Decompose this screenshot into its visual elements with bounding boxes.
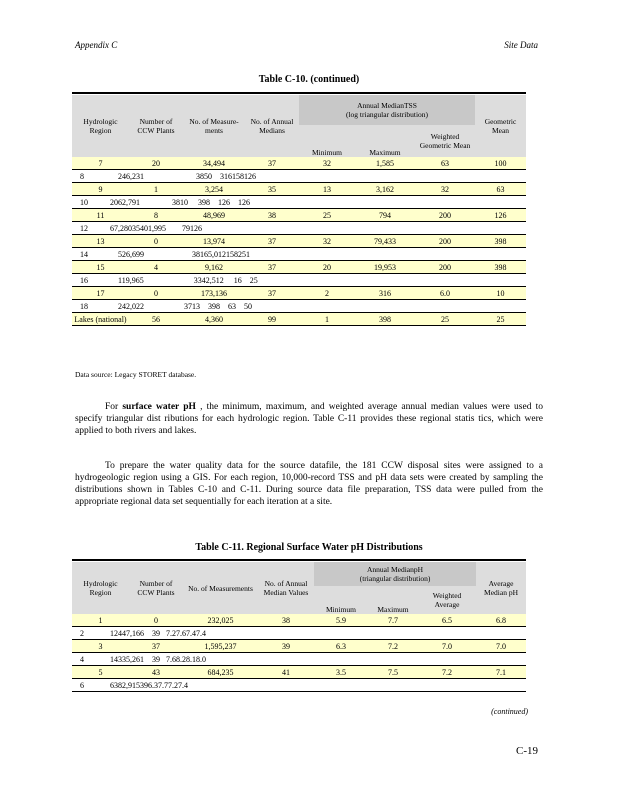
- table-cell: 398: [475, 235, 526, 248]
- table-cell: 398: [475, 261, 526, 274]
- group-header-title: Annual MedianTSS: [357, 101, 417, 110]
- table-row: [72, 274, 526, 287]
- table-cell: 398: [355, 313, 415, 326]
- table-row: [72, 170, 526, 183]
- table-cell: 63: [475, 183, 526, 196]
- col-header: No. of Measure-ments: [183, 95, 245, 157]
- table-cell: 7.1: [476, 666, 526, 679]
- table-c10-title: Table C-10. (continued): [258, 74, 360, 85]
- table-c11-title: Table C-11. Regional Surface Water pH Distributions: [195, 542, 423, 553]
- running-header-right: Site Data: [504, 40, 538, 50]
- table-cell: 15: [72, 261, 129, 274]
- table-cell: 7.0: [418, 640, 476, 653]
- table-cell-merged: 16 119,965 3342,512 16 25: [72, 274, 526, 287]
- paragraph-rest: , the minimum, maximum, and weighted average annual median values were used to specify triangular dist ributions for each hydrologic region. Table C-11 provides these regional statis tics, which were applied to both rivers and lakes.: [75, 402, 543, 436]
- group-header-title: Annual MedianpH: [367, 565, 424, 574]
- table-cell: 9: [72, 183, 129, 196]
- table-cell: 126: [475, 209, 526, 222]
- paragraph-data-prep: To prepare the water quality data for the source datafile, the 181 CCW disposal sites were assigned to a hydrogeologic region using a GIS. For each region, 10,000-record TSS and pH data sets were created by sampling the distributions shown in Tables C-10 and C-11. During source data file preparation, TSS data were pulled from the appropriate regional data set sequentially for each iteration at a site.: [75, 461, 543, 507]
- col-header: Maximum: [368, 586, 418, 614]
- table-cell: 3.5: [314, 666, 368, 679]
- group-header-subtitle: (log triangular distribution): [345, 110, 429, 119]
- table-row: [72, 313, 526, 326]
- table-cell: 8: [129, 209, 183, 222]
- table-cell: 37: [245, 287, 299, 300]
- table-cell: 1: [129, 183, 183, 196]
- table-cell: 43: [129, 666, 183, 679]
- table-cell: 32: [415, 183, 475, 196]
- table-row: [72, 183, 526, 196]
- table-row: [72, 679, 526, 692]
- col-header: Average Median pH: [476, 562, 526, 614]
- col-header: Weighted Average: [418, 586, 476, 614]
- table-cell: 25: [415, 313, 475, 326]
- table-cell: 1,585: [355, 157, 415, 170]
- group-header: [299, 95, 475, 125]
- table-cell: 2: [299, 287, 355, 300]
- table-cell-merged: 10 2062,791 3810 398 126 126: [72, 196, 526, 209]
- table-row: [72, 640, 526, 653]
- table-cell: 5.9: [314, 614, 368, 627]
- table-row: [72, 248, 526, 261]
- table-cell: 0: [129, 287, 183, 300]
- table-cell: 63: [415, 157, 475, 170]
- table-cell: 7.2: [418, 666, 476, 679]
- table-row: [72, 235, 526, 248]
- table-cell: 200: [415, 209, 475, 222]
- table-cell-merged: 14 526,699 38165,012158251: [72, 248, 526, 261]
- table-row: [72, 653, 526, 666]
- table-cell: 4,360: [183, 313, 245, 326]
- table-row: [72, 261, 526, 274]
- table-cell: 6.8: [476, 614, 526, 627]
- table-cell: 5: [72, 666, 129, 679]
- table-cell-merged: 2 12447,166 39 7.27.67.47.4: [72, 627, 526, 640]
- table-c11-top-rule: [72, 559, 526, 561]
- table-cell: 25: [299, 209, 355, 222]
- table-cell: 684,235: [183, 666, 258, 679]
- table-cell: 1: [72, 614, 129, 627]
- table-cell-merged: 12 67,28035401,995 79126: [72, 222, 526, 235]
- col-header: Number of CCW Plants: [129, 95, 183, 157]
- table-cell: 10: [475, 287, 526, 300]
- table-cell: 37: [245, 235, 299, 248]
- table-cell: Lakes (national): [72, 313, 129, 326]
- table-cell: 7.0: [476, 640, 526, 653]
- table-cell: 200: [415, 235, 475, 248]
- table-cell: 37: [129, 640, 183, 653]
- table-cell: 7.2: [368, 640, 418, 653]
- table-c10: [72, 95, 526, 326]
- table-cell: 0: [129, 614, 183, 627]
- col-header: Hydrologic Region: [72, 95, 129, 157]
- table-cell: 200: [415, 261, 475, 274]
- table-cell: 56: [129, 313, 183, 326]
- table-c10-source-note: Data source: Legacy STORET database.: [75, 370, 197, 379]
- table-row: [72, 300, 526, 313]
- table-cell: 1,595,237: [183, 640, 258, 653]
- table-cell: 100: [475, 157, 526, 170]
- table-cell: 37: [245, 261, 299, 274]
- table-c11: [72, 562, 526, 692]
- paragraph-surface-ph: [75, 401, 543, 437]
- table-cell: 20: [299, 261, 355, 274]
- table-cell: 794: [355, 209, 415, 222]
- group-header-subtitle: (triangular distribution): [359, 574, 431, 583]
- col-header: Number of CCW Plants: [129, 562, 183, 614]
- col-header: Geometric Mean: [475, 95, 526, 157]
- table-cell: 20: [129, 157, 183, 170]
- table-cell: 9,162: [183, 261, 245, 274]
- table-cell: 35: [245, 183, 299, 196]
- col-header: Minimum: [314, 586, 368, 614]
- table-cell: 0: [129, 235, 183, 248]
- continued-note: (continued): [491, 707, 528, 716]
- page-number: C-19: [516, 745, 538, 757]
- paragraph-bold-term: surface water pH: [122, 402, 196, 412]
- table-cell: 3,162: [355, 183, 415, 196]
- table-cell: 25: [475, 313, 526, 326]
- table-row: [72, 287, 526, 300]
- paragraph-lead: For: [105, 402, 123, 412]
- table-row: [72, 157, 526, 170]
- col-header: Hydrologic Region: [72, 562, 129, 614]
- table-row: [72, 222, 526, 235]
- table-cell: 3,254: [183, 183, 245, 196]
- table-cell-merged: 18 242,022 3713 398 63 50: [72, 300, 526, 313]
- table-cell: 41: [258, 666, 314, 679]
- table-cell: 32: [299, 235, 355, 248]
- table-cell: 13: [299, 183, 355, 196]
- col-header: No. of Annual Medians: [245, 95, 299, 157]
- table-cell: 6.0: [415, 287, 475, 300]
- table-cell: 173,136: [183, 287, 245, 300]
- table-row: [72, 196, 526, 209]
- table-cell: 7.5: [368, 666, 418, 679]
- table-cell-merged: 4 14335,261 39 7.68.28.18.0: [72, 653, 526, 666]
- table-cell: 19,953: [355, 261, 415, 274]
- col-header: No. of Annual Median Values: [258, 562, 314, 614]
- col-header: Maximum: [355, 125, 415, 157]
- table-cell: 3: [72, 640, 129, 653]
- table-cell: 48,969: [183, 209, 245, 222]
- table-cell: 79,433: [355, 235, 415, 248]
- table-cell: 4: [129, 261, 183, 274]
- table-cell: 38: [245, 209, 299, 222]
- table-cell: 13: [72, 235, 129, 248]
- table-c10-top-rule: [72, 92, 526, 94]
- group-header: [314, 562, 476, 586]
- table-cell: 6.5: [418, 614, 476, 627]
- table-cell-merged: 8 246,231 3850 316158126: [72, 170, 526, 183]
- table-row: [72, 209, 526, 222]
- running-header-left: Appendix C: [75, 40, 118, 50]
- table-cell: 232,025: [183, 614, 258, 627]
- col-header: No. of Measurements: [183, 562, 258, 614]
- table-cell: 7.7: [368, 614, 418, 627]
- table-cell: 99: [245, 313, 299, 326]
- col-header: Weighted Geometric Mean: [415, 125, 475, 157]
- table-cell: 316: [355, 287, 415, 300]
- table-cell: 11: [72, 209, 129, 222]
- table-cell: 38: [258, 614, 314, 627]
- table-row: [72, 666, 526, 679]
- table-row: [72, 627, 526, 640]
- table-cell: 32: [299, 157, 355, 170]
- table-cell: 6.3: [314, 640, 368, 653]
- table-cell: 34,494: [183, 157, 245, 170]
- table-cell: 7: [72, 157, 129, 170]
- table-cell: 37: [245, 157, 299, 170]
- table-row: [72, 614, 526, 627]
- col-header: Minimum: [299, 125, 355, 157]
- table-cell: 17: [72, 287, 129, 300]
- table-cell: 39: [258, 640, 314, 653]
- table-cell: 1: [299, 313, 355, 326]
- table-cell: 13,974: [183, 235, 245, 248]
- table-cell-merged: 6 6382,915396.37.77.27.4: [72, 679, 526, 692]
